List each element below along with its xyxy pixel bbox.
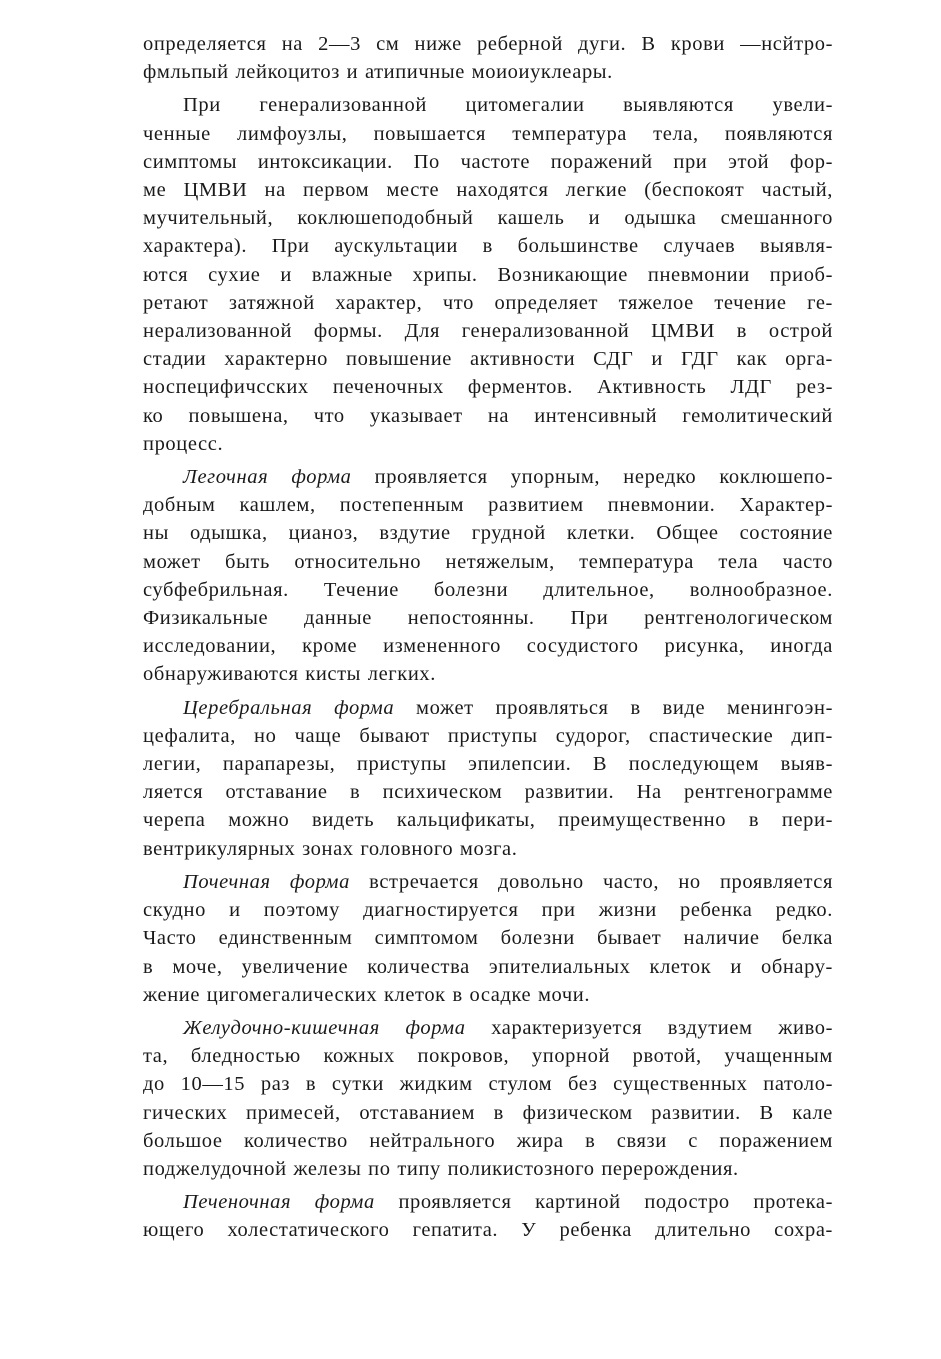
line-text: носпецифичсских печеночных ферментов. Активность ЛДГ рез- [143, 376, 833, 399]
body-text [143, 30, 833, 1245]
line-text: добным кашлем, постепенным развитием пневмонии. Характер- [143, 494, 833, 517]
line-text: нерализованной формы. Для генерализованной ЦМВИ в острой [143, 320, 833, 343]
line-text: до 10—15 раз в сутки жидким стулом без существенных патоло- [143, 1073, 833, 1096]
line-text: черепа можно видеть кальцификаты, преимущественно в пери- [143, 809, 833, 832]
line-text: характера). При аускультации в большинстве случаев выявля- [143, 235, 833, 258]
line-text: Часто единственным симптомом болезни бывает наличие белка [143, 927, 833, 950]
text-line [143, 868, 833, 896]
text-line [143, 896, 833, 924]
text-line [143, 981, 833, 1009]
line-text: вентрикулярных зонах головного мозга. [143, 837, 518, 860]
line-text: цефалита, но чаще бывают приступы судорог, спастические дип- [143, 724, 833, 747]
text-line [143, 148, 833, 176]
text-line [143, 204, 833, 232]
text-line [143, 632, 833, 660]
text-line [143, 806, 833, 834]
line-text: ко повышена, что указывает на интенсивный гемолитический [143, 404, 833, 427]
paragraph-1 [143, 91, 833, 458]
text-line [143, 91, 833, 119]
section-term: Легочная форма [183, 466, 352, 489]
text-line [143, 519, 833, 547]
line-text: определяется на 2—3 см ниже реберной дуги. В крови —нсйтро- [143, 33, 833, 55]
text-line [143, 660, 833, 688]
line-text: ющего холестатического гепатита. У ребенка длительно сохра- [143, 1219, 833, 1242]
line-text: может проявляться в виде менингоэн- [394, 696, 833, 719]
line-text: обнаруживаются кисты легких. [143, 663, 436, 686]
line-text: характеризуется вздутием живо- [465, 1016, 833, 1039]
line-text: При генерализованной цитомегалии выявляются увели- [183, 94, 833, 117]
text-line [143, 1155, 833, 1183]
text-line [143, 317, 833, 345]
line-text: ются сухие и влажные хрипы. Возникающие пневмонии приоб- [143, 263, 833, 286]
paragraph-5 [143, 1014, 833, 1183]
line-text: проявляется упорным, нередко коклюшепо- [351, 466, 833, 489]
text-line [143, 835, 833, 863]
paragraph-0 [143, 30, 833, 86]
paragraph-2 [143, 463, 833, 689]
text-line [143, 1014, 833, 1042]
line-text: ляется отставание в психическом развитии. На рентгенограмме [143, 781, 833, 804]
text-line [143, 491, 833, 519]
line-text: Физикальные данные непостоянны. При рентгенологическом [143, 607, 833, 630]
text-line [143, 953, 833, 981]
text-line [143, 430, 833, 458]
line-text: проявляется картиной подостро протека- [374, 1191, 834, 1214]
line-text: симптомы интоксикации. По частоте поражений при этой фор- [143, 150, 833, 173]
text-line [143, 1188, 833, 1216]
text-line [143, 1127, 833, 1155]
line-text: скудно и поэтому диагностируется при жизни ребенка редко. [143, 899, 833, 922]
line-text: гических примесей, отставанием в физическом развитии. В кале [143, 1101, 833, 1124]
line-text: исследовании, кроме измененного сосудистого рисунка, иногда [143, 635, 833, 658]
text-line [143, 345, 833, 373]
text-line [143, 30, 833, 58]
line-text: жение цигомегалических клеток в осадке мочи. [143, 983, 591, 1006]
line-text: ретают затяжной характер, что определяет тяжелое течение ге- [143, 291, 833, 314]
text-line [143, 1216, 833, 1244]
line-text: ченные лимфоузлы, повышается температура тела, появляются [143, 122, 833, 145]
text-line [143, 1042, 833, 1070]
text-line [143, 261, 833, 289]
section-term: Церебральная форма [183, 696, 395, 719]
text-line [143, 750, 833, 778]
line-text: субфебрильная. Течение болезни длительное, волнообразное. [143, 578, 833, 601]
line-text: та, бледностью кожных покровов, упорной рвотой, учащенным [143, 1045, 833, 1068]
section-term: Печеночная форма [183, 1191, 375, 1214]
text-line [143, 176, 833, 204]
line-text: поджелудочной железы по типу поликистозного перерождения. [143, 1157, 739, 1180]
line-text: в моче, увеличение количества эпителиальных клеток и обнару- [143, 955, 833, 978]
text-line [143, 232, 833, 260]
text-line [143, 463, 833, 491]
text-line [143, 722, 833, 750]
text-line [143, 1099, 833, 1127]
line-text: стадии характерно повышение активности СДГ и ГДГ как орга- [143, 348, 833, 371]
text-line [143, 924, 833, 952]
text-line [143, 58, 833, 86]
text-line [143, 548, 833, 576]
paragraph-3 [143, 694, 833, 863]
line-text: ме ЦМВИ на первом месте находятся легкие (беспокоят частый, [143, 179, 833, 202]
line-text: фмльпый лейкоцитоз и атипичные моиоиуклеары. [143, 61, 613, 84]
line-text: мучительный, коклюшеподобный кашель и одышка смешанного [143, 207, 833, 230]
text-line [143, 373, 833, 401]
text-line [143, 778, 833, 806]
text-line [143, 576, 833, 604]
text-line [143, 120, 833, 148]
paragraph-4 [143, 868, 833, 1009]
line-text: может быть относительно нетяжелым, температура тела часто [143, 550, 833, 573]
section-term: Желудочно-кишечная форма [183, 1016, 466, 1039]
line-text: большое количество нейтрального жира в связи с поражением [143, 1129, 833, 1152]
paragraph-6 [143, 1188, 833, 1244]
line-text: встречается довольно часто, но проявляется [349, 870, 833, 893]
line-text: ны одышка, цианоз, вздутие грудной клетки. Общее состояние [143, 522, 833, 545]
section-term: Почечная форма [183, 870, 350, 893]
text-line [143, 694, 833, 722]
text-line [143, 604, 833, 632]
text-line [143, 402, 833, 430]
text-line [143, 289, 833, 317]
line-text: легии, парапарезы, приступы эпилепсии. В последующем выяв- [143, 753, 833, 776]
text-line [143, 1070, 833, 1098]
line-text: процесс. [143, 432, 224, 455]
